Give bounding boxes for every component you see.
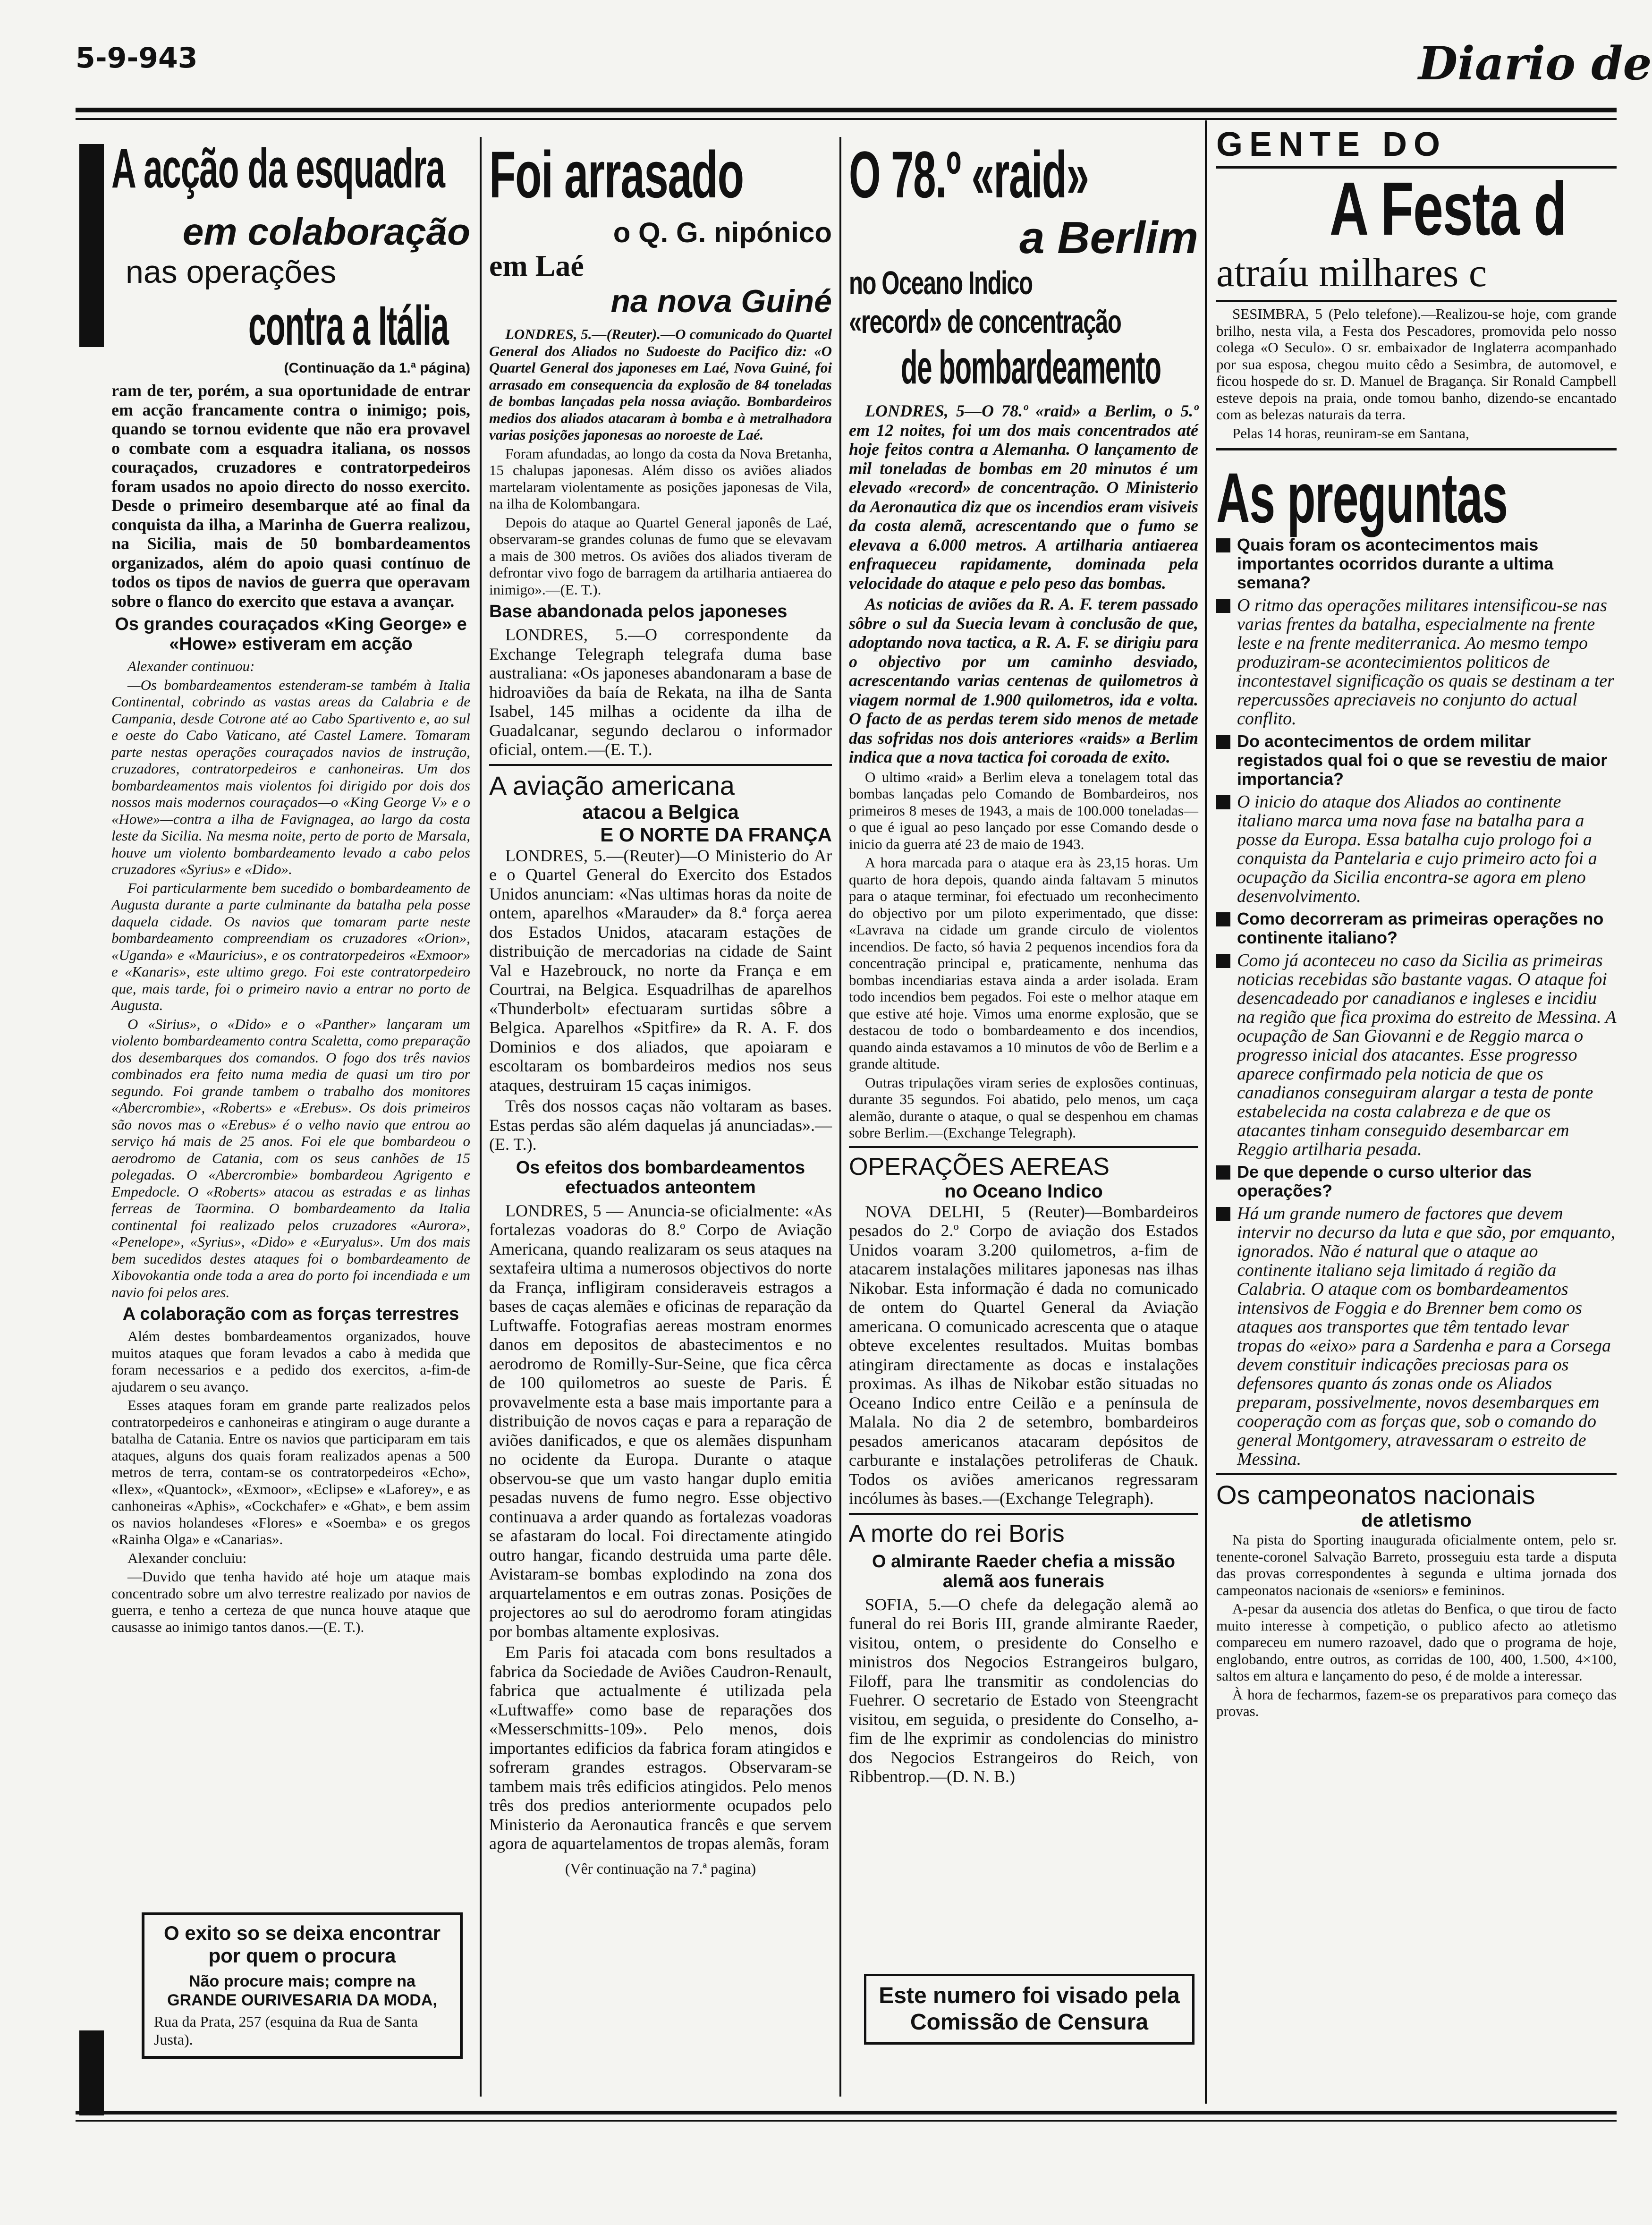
- kicker: no Oceano Indico: [944, 1180, 1103, 1202]
- answer: [1216, 792, 1617, 906]
- column-divider: [1205, 120, 1207, 2104]
- paragraph: LONDRES, 5.—(Reuter)—O Ministerio do Ar e o Quartel General do Exercito dos Estados Unidos anunciam: «Nas ultimas horas da noite de ontem, aparelhos «Marauder» da 8.ª força aerea dos Estados Unidos, atacaram estações de distribuição de mercadorias na cidade de Saint Val e Hazebrouck, no norte da França e em Courtrai, na Belgica. Esquadrilhas de aparelhos «Thunderbolt» efectuaram surtidas sôbre a Belgica. Aparelhos «Spitfire» da R. A. F. dos Dominios e dos aliados, que apoiaram e escoltaram os bombardeiros medios nos seus ataques, destruiram 15 caças inimigos.: [489, 846, 832, 1095]
- section-rule: [1216, 1473, 1617, 1475]
- section-rule: [1216, 448, 1617, 450]
- paragraph: NOVA DELHI, 5 (Reuter)—Bombardeiros pesados do 2.º Corpo de aviação dos Estados Unidos voaram 3.200 quilometros, a-fim de atacarem instalações militares japonesas nas ilhas Nikobar. Esta informação é dada no comunicado de ontem do Quartel General da Aviação americana. O comunicado acrescenta que o ataque obteve excelentes resultados. Muitas bombas atingiram directamente as docas e instalações proximas. As ilhas de Nikobar estão situadas no Oceano Indico entre Ceilão e a península de Malala. No dia 2 de setembro, bombardeiros pesados americanos atacaram depósitos de carburante e instalações petroliferas de Chauk. Todos os aviões americanos regressaram incólumes às bases.—(Exchange Telegraph).: [849, 1202, 1198, 1508]
- headline: Foi arrasado: [489, 137, 744, 212]
- section-rule: [849, 1513, 1198, 1515]
- answer: [1216, 1204, 1617, 1469]
- paragraph: LONDRES, 5 — Anuncia-se oficialmente: «As fortalezas voadoras do 8.º Corpo de Aviação Americana, quando realizaram os seus ataques na sextafeira ultima a numerosos objectivos do norte da França, infligiram consideraveis estragos a bases de caças alemães e oficinas de reparação da Luftwaffe. Fotografias aereas mostram enormes danos em depositos de abastecimentos e no aerodromo de Romilly-Sur-Seine, que fica cêrca de 100 quilometros ao sueste de Paris. É provavelmente esta a base mais importante para a distribuição de novos caças e para a reparação de aviões danificados, e que os alemães dispunham no ocidente da Europa. Durante o ataque observou-se que um vasto hangar duplo emitia pesadas nuvens de fumo negro. Esse objectivo continuava a arder quando as fortalezas voadoras se afastaram do local. Foi directamente atingido outro hangar, ficando destruida uma parte dêle. Avistaram-se bombas explodindo na zona dos arquartelamentos e em outras zonas. Posições de projectores ao sul do aerodromo foram atingidas por bombas altamente explosivas.: [489, 1201, 832, 1641]
- censor-stamp: [864, 1974, 1195, 2045]
- headline: A Festa d: [1330, 166, 1567, 251]
- paragraph: ram de ter, porém, a sua oportunidade de entrar em acção francamente contra o inimigo; pois, quando se tornou evidente que não era provavel o combate com a esquadra italiana, os nossos couraçados, cruzadores e contratorpedeiros foram usados no apoio directo do nosso exercito. Desde o primeiro desembarque até ao final da conquista da ilha, a Marinha de Guerra realizou, na Sicilia, mais de 50 bombardeamentos organizados, além do apoio quasi contínuo de todos os tipos de navios de guerra que operavam sobre o flanco do exercito que estava a avançar.: [111, 381, 470, 611]
- bullet-square: [1216, 735, 1230, 749]
- headline: O 78.º «raid»: [849, 137, 1089, 212]
- section-rule: [849, 1146, 1198, 1148]
- bullet-square: [1216, 1207, 1230, 1221]
- paragraph: O «Sirius», o «Dido» e o «Panther» lançaram um violento bombardeamento contra Scaletta, como preparação dos desembarques dos comandos. O fogo dos três navios combinados era feito numa media de quasi um tiro por segundo. Foi grande tambem o trabalho dos monitores «Abercrombie», «Roberts» e «Erebus». Os dois primeiros são novos mas o «Erebus» é o velho navio que entrou ao serviço há mais de 25 anos. Foi ele que bombardeou o aerodromo de Catania, com os seus canhões de 15 polegadas. O «Abercrombie» bombardeou Agrigento e Empedocle. O «Roberts» atacou as estradas e as linhas ferreas de Taormina. O bombardeamento da Italia continental foi realizado pelos cruzadores «Aurora», «Penelope», «Syrius», «Dido» e «Euryalus». Um dos mais bem sucedidos destes ataques foi o bombardeamento de Xibovokantia onde toda a area do porto foi incendiada e um navio foi pelos ares.: [111, 1015, 470, 1300]
- kicker: contra a Itália: [248, 295, 449, 357]
- section-headline: OPERAÇÕES AEREAS: [849, 1153, 1110, 1180]
- top-rule: [76, 108, 1617, 112]
- paragraph: —Duvido que tenha havido até hoje um ataque mais concentrado sobre um alvo terrestre realizado por navios de guerra, e tenho a certeza de que nunca houve ataque que causasse ao inimigo tantos danos.—(E. T.).: [111, 1568, 470, 1635]
- paragraph: Alexander concluiu:: [127, 1549, 247, 1566]
- answer-text: Como já aconteceu no caso da Sicilia as primeiras noticias recebidas são bastante vagas. O ataque foi desencadeado por canadianos e ingleses e incidiu na região que fica proxima do estreito de Messina. A ocupação de San Giovanni e de Reggio marca o progresso inicial dos atacantes. Esse progresso aparece confirmado pela noticia de que os canadianos conseguiram alargar a testa de ponte estabelecida na costa calabreza e de que os atacantes tinham conseguido desembarcar em Reggio artilharia pesada.: [1237, 951, 1616, 1159]
- banner: GENTE DO: [1216, 125, 1617, 169]
- subheading: Os efeitos dos bombardeamentos efectuados anteontem: [516, 1157, 805, 1197]
- column-divider: [480, 137, 482, 2097]
- ad-title: O exito so se deixa encontrar por quem o procura: [164, 1922, 441, 1967]
- paragraph: Além destes bombardeamentos organizados, houve muitos ataques que foram levados a cabo à medida que foram necessarios e a pedido dos exercitos, a-fim-de ajudarem o seu avanço.: [111, 1328, 470, 1395]
- subheading: A colaboração com as forças terrestres: [122, 1304, 459, 1324]
- kicker: nas operações: [126, 254, 337, 290]
- question: [1216, 535, 1617, 592]
- page-date: 5-9-943: [76, 42, 198, 75]
- column-divider: [839, 137, 841, 2097]
- censor-text: Este numero foi visado pela Comissão de Censura: [879, 1983, 1180, 2035]
- paragraph: A-pesar da ausencia dos atletas do Benfica, o que tirou de facto muito interesse à competição, o publico afecto ao atletismo compareceu em numero razoavel, dado que o programa de hoje, englobando, entre outros, as corridas de 100, 400, 1.500, 4×100, saltos em altura e lançamento do peso, é de molde a interessar.: [1216, 1600, 1617, 1684]
- paragraph: LONDRES, 5.—O correspondente da Exchange Telegraph telegrafa duma base australiana: «Os japoneses abandonaram a base de hidroaviões da baía de Rekata, na ilha de Santa Isabel, 145 milhas a ocidente da ilha de Guadalcanar, segundo declarou o informador oficial, ontem.—(E. T.).: [489, 625, 832, 759]
- subheading: Base abandonada pelos japoneses: [489, 602, 788, 621]
- paragraph: Foi particularmente bem sucedido o bombardeamento de Augusta durante a parte culminante da batalha pela posse daquela cidade. Os navios que tomaram parte neste bombardeamento compreendiam os cruzadores «Orion», «Uganda» e «Mauricius», e os contratorpedeiros «Exmoor» e «Kanaris», este ultimo grego. Foi este contratorpedeiro que, mais tarde, foi o primeiro navio a entrar no porto de Augusta.: [111, 879, 470, 1013]
- ad-body: Não procure mais; compre na GRANDE OURIVESARIA DA MODA,: [167, 1972, 437, 2009]
- answer: [1216, 596, 1617, 728]
- kicker: atacou a Belgica: [582, 800, 739, 823]
- paragraph: —Os bombardeamentos estenderam-se também à Italia Continental, cobrindo as vastas areas da Calabria e de Campania, desde Cotrone até ao Cabo Spartivento e, ao sul e oeste do Cabo Vaticano, até Castel Lamere. Tomaram parte nestas operações couraçados navios de instrução, cruzadores, contratorpedeiros e canhoneiras. Um dos bombardeamentos mais violentos foi dirigido por dois dos nossos mais modernos couraçados—o «King George V» e o «Howe»—contra a ilha de Favignagea, ao largo da costa leste da Sicilia. Na mesma noite, perto de porto de Marsala, houve um violento bombardeamento levado a cabo pelos cruzadores «Syrius» e «Dido».: [111, 676, 470, 877]
- paragraph: Três dos nossos caças não voltaram as bases. Estas perdas são além daquelas já anunciadas».—(E. T.).: [489, 1096, 832, 1154]
- kicker: atraíu milhares c: [1216, 250, 1487, 295]
- subheading: Os grandes couraçados «King George» e «Howe» estiveram em acção: [115, 614, 467, 654]
- question: [1216, 1163, 1617, 1200]
- kicker: «record» de concentração: [849, 303, 1121, 340]
- question-text: Quais foram os acontecimentos mais importantes ocorridos durante a ultima semana?: [1237, 535, 1554, 592]
- article-column-3: [849, 137, 1198, 2101]
- paragraph: Depois do ataque ao Quartel General japonês de Laé, observaram-se grandes colunas de fumo que se elevavam a mais de 300 metros. Os aviões dos aliados tiveram de defrontar vivo fogo de barragem da artilharia antiaerea do inimigo».—(E. T.).: [489, 514, 832, 598]
- kicker: no Oceano Indico: [849, 264, 1033, 301]
- bullet-square: [1216, 912, 1230, 926]
- kicker: na nova Guiné: [610, 283, 832, 319]
- paragraph: Esses ataques foram em grande parte realizados pelos contratorpedeiros e canhoneiras e atingiram o auge durante a batalha de Catania. Entre os navios que participaram em tais ataques, alguns dos quais foram realizados apenas a 500 metros de terra, contam-se os contratorpedeiros «Echo», «Ilex», «Quantock», «Exmoor», «Eclipse» e «Laforey», e as canhoneiras «Aphis», «Cockchafer» e «Ghat», e bem assim os navios holandeses «Flores» e «Soemba» e os gregos «Rainha Olga» e «Canarias».: [111, 1397, 470, 1547]
- paragraph: SOFIA, 5.—O chefe da delegação alemã ao funeral do rei Boris III, grande almirante Raeder, visitou, ontem, o presidente do Conselho e ministros dos Negocios Estrangeiros bulgaro, Filoff, para lhe transmitir as condolencias do Fuehrer. O secretario de Estado von Steengracht visitou, em seguida, o presidente do Conselho, a-fim de lhe exprimir as condolencias do ministro dos Negocios Estrangeiros do Reich, von Ribbentrop.—(D. N. B.): [849, 1595, 1198, 1786]
- question-text: De que depende o curso ulterior das operações?: [1237, 1162, 1532, 1200]
- paragraph: Na pista do Sporting inaugurada oficialmente ontem, pelo sr. tenente-coronel Salvação Barreto, prosseguiu esta tarde a disputa das provas correspondentes à segunda e ultima jornada dos campeonatos nacionais de «seniors» e femininos.: [1216, 1531, 1617, 1598]
- answer: [1216, 951, 1617, 1159]
- kicker: E O NORTE DA FRANÇA: [600, 823, 832, 846]
- paragraph: As noticias de aviões da R. A. F. terem passado sôbre o sul da Suecia levam à conclusão de que, adoptando nova tactica, a R. A. F. se dirigiu para o objectivo por um caminho desviado, acrescentando varias centenas de quilometros à viagem normal de 1.900 quilometros, ida e volta. O facto de as perdas terem sido menos de metade das sofridas nos dois anteriores «raids» a Berlim indica que a nova tactica foi coroada de exito.: [849, 594, 1198, 766]
- section-rule: [489, 764, 832, 766]
- paragraph: A hora marcada para o ataque era às 23,15 horas. Um quarto de hora depois, quando ainda faltavam 5 minutos para o ataque terminar, foi efectuado um reconhecimento do objectivo por um piloto experimentado, que disse: «Lavrava na cidade um grande circulo de violentos incendios. De facto, só havia 2 pequenos incendios fora da concentração principal e, praticamente, nenhuma das bombas incendiarias estava ainda a arder isolada. Eram todo incendios bem pegados. Foi este o melhor ataque em que estive até hoje. Vimos uma enorme explosão, que se destacou de todo o bombardeamento e dos incendios, quando ainda estavamos a 10 minutos de vôo de Berlim e a grande altitude.: [849, 854, 1198, 1072]
- bullet-square: [1216, 795, 1230, 809]
- section-headline: As preguntas: [1216, 458, 1508, 537]
- question-text: Como decorreram as primeiras operações no continente italiano?: [1237, 909, 1604, 947]
- section-headline: A morte do rei Boris: [849, 1520, 1065, 1547]
- bullet-square: [1216, 1165, 1230, 1180]
- paragraph: Foram afundadas, ao longo da costa da Nova Bretanha, 15 chalupas japonesas. Além disso os aviões aliados martelaram violentamente as posições japonesas de Vila, na ilha de Kolombangara.: [489, 445, 832, 512]
- headline: A acção da esquadra: [111, 137, 445, 200]
- article-column-4: [1216, 125, 1617, 2104]
- continuation-note: (Vêr continuação na 7.ª pagina): [565, 1860, 756, 1877]
- article-column-2: [489, 137, 832, 2092]
- answer-text: Há um grande numero de factores que devem intervir no decurso da luta e que são, por emquanto, ignorados. Não é natural que o ataque ao continente italiano seja limitado á região da Calabria. O ataque com os bombardeamentos intensivos de Foggia e do Brenner bem como os ataques aos transportes que têm tentado levar tropas do «eixo» para a Sardenha e para a Corsega devem constituir indicações preciosas para os defensores quanto ás zonas onde os Aliados preparam, possivelmente, novos desembarques em cooperação com as forças que, sob o comando do general Montgomery, atravessaram o estreito de Messina.: [1237, 1204, 1616, 1469]
- kicker: a Berlim: [1019, 212, 1198, 263]
- article-column-1: [111, 137, 470, 2101]
- paragraph: Em Paris foi atacada com bons resultados a fabrica da Sociedade de Aviões Caudron-Renault, fabrica que actualmente é utilizada pela «Luftwaffe» como base de reparações dos «Messerschmitts-109». Pelo menos, dois importantes edificios da fabrica foram atingidos e sofreram grandes estragos. Observaram-se tambem mais três edificios atingidos. Pelo menos três dos predios anteriormente ocupados pelo Ministerio da Aeronautica francês e que servem agora de aquartelamentos de tropas alemãs, foram: [489, 1643, 832, 1853]
- margin-bar-top: [79, 144, 104, 347]
- top-rule-thin: [76, 118, 1617, 120]
- question: [1216, 909, 1617, 947]
- section-rule: [1216, 300, 1617, 302]
- continuation-note: (Continuação da 1.ª página): [284, 360, 470, 376]
- bullet-square: [1216, 599, 1230, 613]
- kicker: de bombardeamento: [901, 341, 1161, 394]
- bullet-square: [1216, 538, 1230, 552]
- kicker: o Q. G. nipónico: [613, 217, 832, 248]
- kicker: em Laé: [489, 249, 584, 282]
- kicker: em colaboração: [182, 211, 470, 253]
- kicker: de atletismo: [1361, 1510, 1472, 1531]
- question-text: Do acontecimentos de ordem militar registados qual foi o que se revestiu de maior importancia?: [1237, 731, 1608, 789]
- margin-bar-bottom: [79, 2030, 104, 2115]
- bullet-square: [1216, 954, 1230, 968]
- question: [1216, 732, 1617, 789]
- subheading: O almirante Raeder chefia a missão alemã aos funerais: [872, 1551, 1176, 1591]
- section-headline: A aviação americana: [489, 770, 735, 800]
- ad-address: Rua da Prata, 257 (esquina da Rua de Santa Justa).: [154, 2013, 418, 2048]
- paragraph: Outras tripulações viram series de explosões continuas, durante 35 segundos. Foi abatido, pelo menos, um caça alemão, durante o ataque, o qual se despenhou em chamas sobre Berlim.—(Exchange Telegraph).: [849, 1074, 1198, 1141]
- paragraph: Alexander continuou:: [127, 658, 255, 674]
- bottom-rule-thin: [76, 2120, 1617, 2122]
- paragraph: LONDRES, 5.—(Reuter).—O comunicado do Quartel General dos Aliados no Sudoeste do Pacifico diz: «O Quartel General dos japoneses em Laé, Nova Guiné, foi arrasado em consequencia da explosão de 84 toneladas de bombas lançadas pela nossa aviação. Bombardeiros medios dos aliados atacaram à bomba e à metralhadora varias posições japonesas ao noroeste de Laé.: [489, 326, 832, 443]
- bottom-rule: [76, 2111, 1617, 2115]
- paragraph: À hora de fecharmos, fazem-se os preparativos para começo das provas.: [1216, 1686, 1617, 1719]
- paragraph: O ultimo «raid» a Berlim eleva a tonelagem total das bombas lançadas pelo Comando de Bombardeiros, nos primeiros 8 meses de 1943, a mais de 100.000 toneladas—o que é igual ao peso lançado por esse Comando desde o inicio da guerra até 23 de maio de 1943.: [849, 768, 1198, 852]
- advertisement-box: [142, 1912, 463, 2059]
- paragraph: SESIMBRA, 5 (Pelo telefone).—Realizou-se hoje, com grande brilho, nesta vila, a Festa dos Pescadores, promovida pelo nosso colega «O Seculo». O sr. embaixador de Inglaterra acompanhado por sua esposa, chegou muito cêdo a Sesimbra, de automovel, e ficou hospede do sr. D. Manuel de Bragança. Sir Ronald Campbell esteve depois na praia, onde tomou banho, dizendo-se encantado com as belezas naturais da terra.: [1216, 306, 1617, 423]
- paragraph: Pelas 14 horas, reuniram-se em Santana,: [1232, 425, 1469, 442]
- answer-text: O ritmo das operações militares intensificou-se nas varias frentes da batalha, especialmente na frente leste e na frente mediterranica. Ao mesmo tempo produziram-se acontecimientos politicos de incontestavel significação os quais se destinam a ter repercussões apreciaveis no conjunto do actual conflito.: [1237, 595, 1614, 729]
- masthead: Diario de: [1418, 37, 1652, 90]
- paragraph: LONDRES, 5—O 78.º «raid» a Berlim, o 5.º em 12 noites, foi um dos mais concentrados até hoje feitos contra a Alemanha. O lançamento de mil toneladas de bombas em 20 minutos é um elevado «record» de concentração. O Ministerio da Aeronautica diz que os incendios eram visiveis da costa alemã, acrescentando que o fumo se elevava a 6.000 metros. A artilharia antiaerea enfraqueceu rapidamente, dominada pela velocidade do ataque e pelo peso das bombas.: [849, 401, 1198, 593]
- answer-text: O inicio do ataque dos Aliados ao continente italiano marca uma nova fase na batalha para a posse da Europa. Essa batalha cujo prologo foi a conquista da Pantelaria e cujo primeiro acto foi a ocupação da Sicilia encontra-se agora em pleno desenvolvimento.: [1237, 792, 1597, 906]
- section-headline: Os campeonatos nacionais: [1216, 1480, 1535, 1510]
